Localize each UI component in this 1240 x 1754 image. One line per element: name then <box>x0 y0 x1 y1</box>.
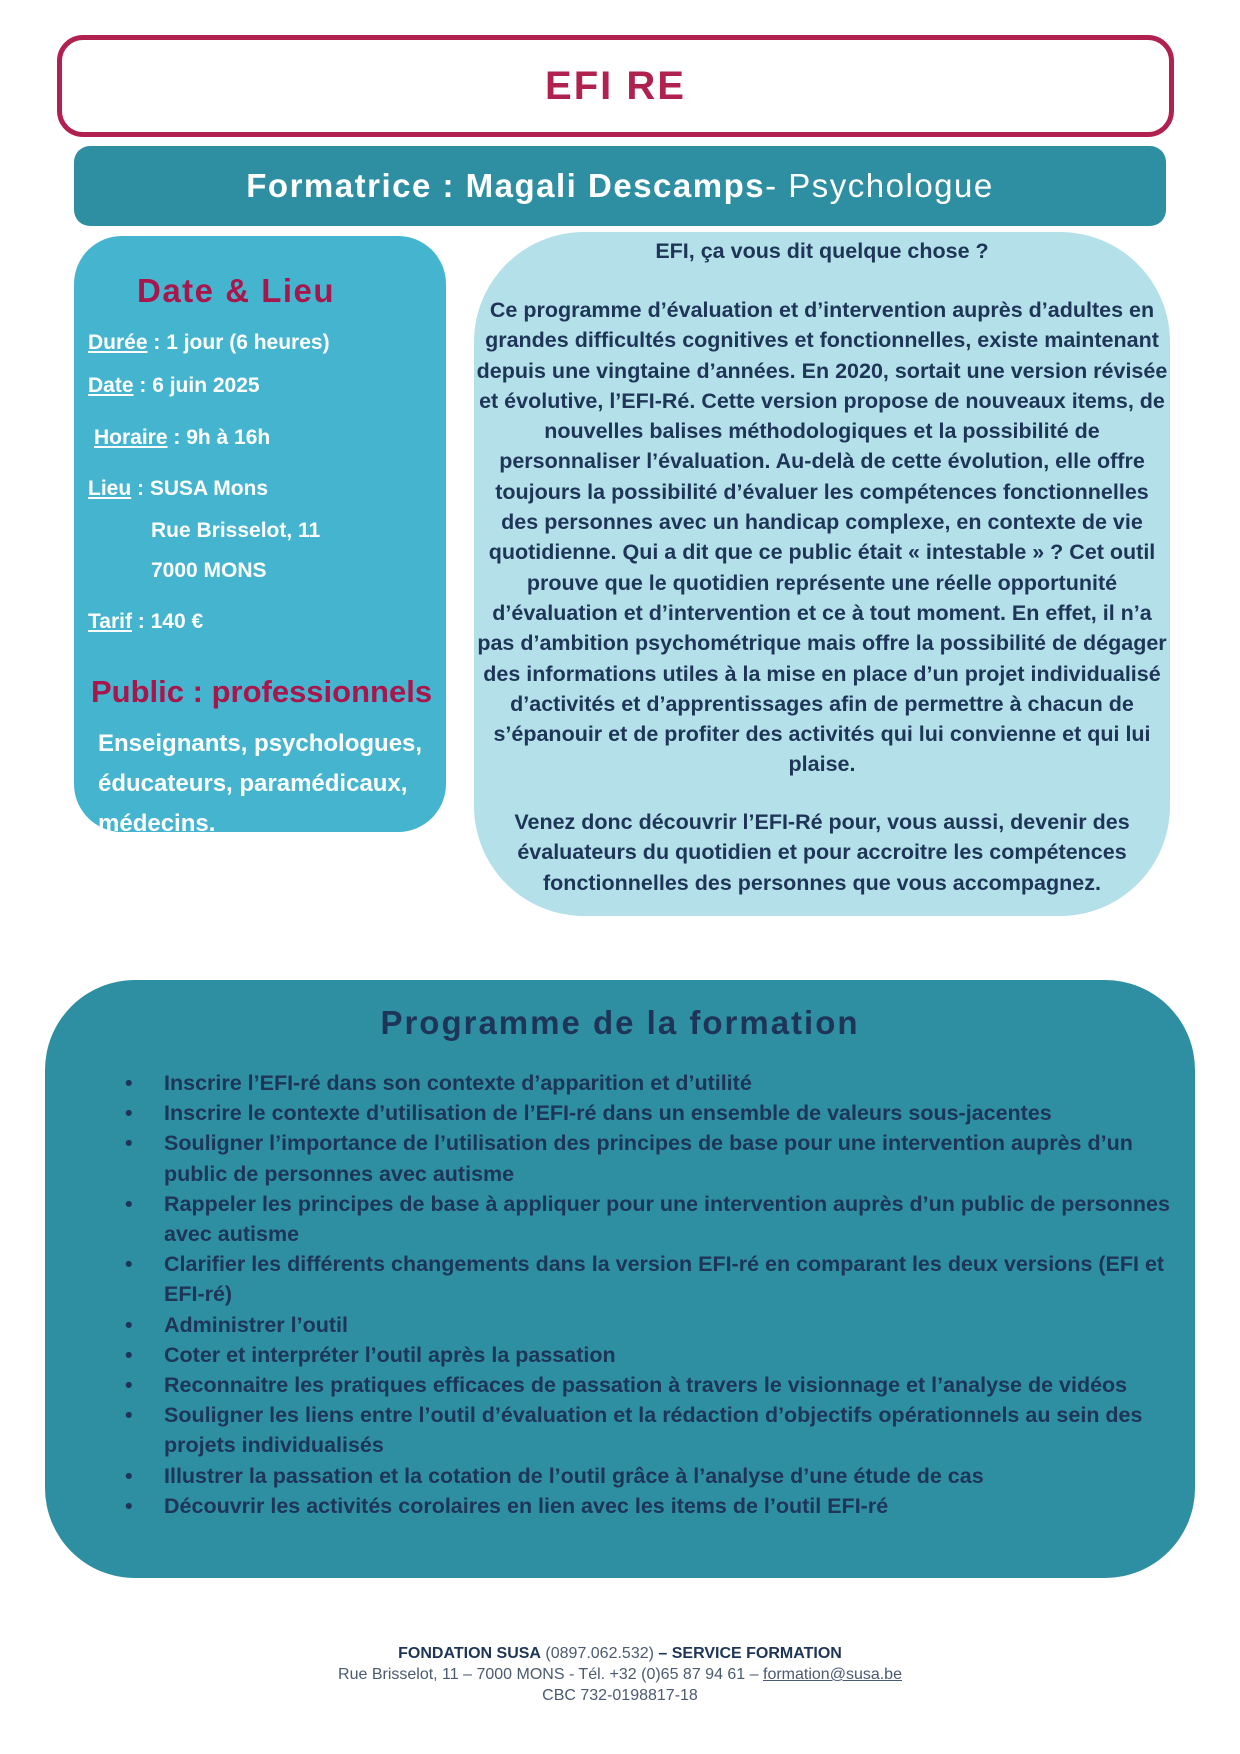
bullet-icon: • <box>125 1071 133 1095</box>
trainer-banner <box>74 146 1166 226</box>
bullet-icon: • <box>125 1131 133 1156</box>
footer-org: FONDATION SUSA <box>398 1645 541 1662</box>
trainer-name: Formatrice : Magali Descamps <box>246 167 766 204</box>
title-box <box>57 35 1174 137</box>
programme-list <box>85 1068 1175 1521</box>
list-item: • Coter et interpréter l’outil après la passation <box>85 1340 1175 1370</box>
date-location-panel <box>74 236 446 837</box>
list-item: • Clarifier les différents changements dans la version EFI-ré en comparant les deux versions (EFI et EFI-ré) <box>85 1249 1175 1309</box>
time-row <box>94 426 270 450</box>
duration-row <box>88 331 330 355</box>
intro-panel <box>474 232 1170 916</box>
list-item: • Inscrire le contexte d’utilisation de l’EFI-ré dans un ensemble de valeurs sous-jacentes <box>85 1098 1175 1128</box>
time-value: : 9h à 16h <box>167 426 271 449</box>
footer-line-1 <box>0 1643 1240 1664</box>
trainer-role: - Psychologue <box>765 167 994 204</box>
list-item: • Souligner l’importance de l’utilisation des principes de base pour une intervention auprès d’un public de personnes avec autisme <box>85 1128 1175 1188</box>
place-value: : SUSA Mons <box>131 477 269 500</box>
list-item: • Rappeler les principes de base à appliquer pour une intervention auprès d’un public de personnes avec autisme <box>85 1189 1175 1249</box>
footer-address: Rue Brisselot, 11 – 7000 MONS - Tél. +32 (0)65 87 94 61 – <box>338 1666 763 1683</box>
footer-line-3: CBC 732-0198817-18 <box>542 1687 698 1704</box>
bullet-icon: • <box>125 1493 133 1518</box>
footer-email-link[interactable]: formation@susa.be <box>763 1666 902 1683</box>
bullet-icon: • <box>125 1252 133 1277</box>
time-label: Horaire <box>94 426 168 449</box>
list-item: • Reconnaitre les pratiques efficaces de passation à travers le visionnage et l’analyse de vidéos <box>85 1370 1175 1400</box>
price-value: : 140 € <box>131 610 204 633</box>
intro-paragraph-2: Venez donc découvrir l’EFI-Ré pour, vous aussi, devenir des évaluateurs du quotidien et pour accroitre les compétences fonctionnelles des personnes que vous accompagnez. <box>514 810 1130 895</box>
address-line-1: Rue Brisselot, 11 <box>151 519 321 542</box>
list-item: • Administrer l’outil <box>85 1310 1175 1340</box>
bullet-icon: • <box>125 1463 133 1488</box>
bullet-icon: • <box>125 1312 133 1337</box>
page-title: EFI RE <box>545 63 686 108</box>
public-heading: Public : professionnels <box>91 674 433 709</box>
bullet-icon: • <box>125 1101 133 1126</box>
date-label: Date <box>88 374 134 397</box>
bullet-icon: • <box>125 1403 133 1428</box>
bullet-icon: • <box>125 1191 133 1216</box>
footer-line-2 <box>0 1664 1240 1685</box>
intro-question: EFI, ça vous dit quelque chose ? <box>655 239 989 263</box>
date-location-heading: Date & Lieu <box>137 272 336 309</box>
bullet-icon: • <box>125 1373 133 1398</box>
list-item: • Découvrir les activités corolaires en lien avec les items de l’outil EFI-ré <box>85 1491 1175 1521</box>
price-row <box>88 610 203 634</box>
intro-paragraph-1: Ce programme d’évaluation et d’intervention auprès d’adultes en grandes difficultés cognitives et fonctionnelles, existe maintenant depuis une vingtaine d’années. En 2020, sortait une version révisée et évolutive, l’EFI-Ré. Cette version propose de nouveaux items, de nouvelles balises méthodologiques et la possibilité de personnaliser l’évaluation. Au-delà de cette évolution, elle offre toujours la possibilité d’évaluer les compétences fonctionnelles des personnes avec un handicap complexe, en contexte de vie quotidienne. Qui a dit que ce public était « intestable » ? Cet outil prouve que le quotidien représente une réelle opportunité d’évaluation et d’intervention et ce à tout moment. En effet, il n’a pas d’ambition psychométrique mais offre la possibilité de dégager des informations utiles à la mise en place d’un projet individualisé d’activités et d’apprentissages afin de permettre à chacun de s’épanouir et de profiter des activités qui lui convienne et qui lui plaise. <box>476 298 1168 777</box>
footer-org-number: (0897.062.532) <box>540 1645 659 1662</box>
programme-panel <box>45 980 1195 1578</box>
date-value: : 6 juin 2025 <box>133 374 260 397</box>
duration-value: : 1 jour (6 heures) <box>147 331 330 354</box>
programme-title: Programme de la formation <box>380 1004 860 1041</box>
bullet-icon: • <box>125 1342 133 1367</box>
list-item: • Inscrire l’EFI-ré dans son contexte d’apparition et d’utilité <box>85 1068 1175 1098</box>
price-label: Tarif <box>88 610 132 633</box>
list-item: • Illustrer la passation et la cotation de l’outil grâce à l’analyse d’une étude de cas <box>85 1461 1175 1491</box>
place-row <box>88 477 268 501</box>
date-row <box>88 374 260 398</box>
public-list: Enseignants, psychologues, éducateurs, paramédicaux, médecins. <box>98 730 423 837</box>
address-line-2: 7000 MONS <box>151 559 267 582</box>
place-label: Lieu <box>88 477 132 500</box>
footer-service: – SERVICE FORMATION <box>658 1645 842 1662</box>
duration-label: Durée <box>88 331 148 354</box>
list-item: • Souligner les liens entre l’outil d’évaluation et la rédaction d’objectifs opérationnels au sein des projets individualisés <box>85 1400 1175 1460</box>
